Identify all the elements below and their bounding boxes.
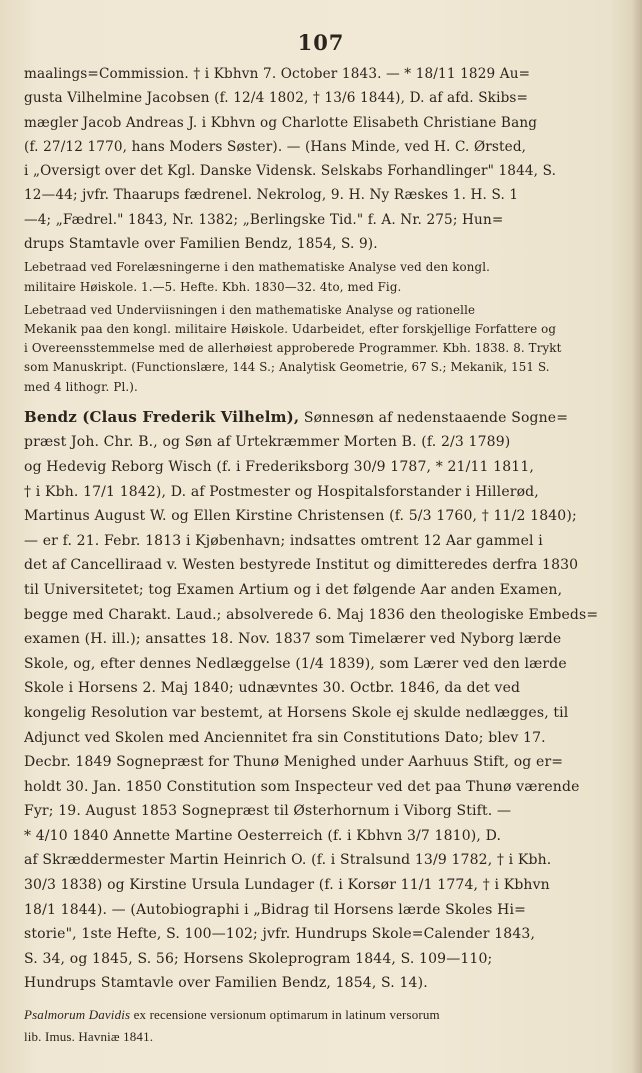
main-entry-block (24, 405, 616, 996)
text-line: — er f. 21. Febr. 1813 i Kjøbenhavn; indsattes omtrent 12 Aar gammel i (24, 532, 543, 549)
works-list-item (24, 258, 616, 296)
final-work-block (24, 1004, 616, 1048)
text-line: kongelig Resolution var bestemt, at Horsens Skole ej skulde nedlægges, til (24, 704, 569, 721)
text-line: * 4/10 1840 Annette Martine Oesterreich (f. i Kbhvn 3/7 1810), D. (24, 827, 502, 844)
text-line: Mekanik paa den kongl. militaire Høiskole. Udarbeidet, efter forskjellige Forfattere og (24, 321, 557, 336)
text-line: —4; „Fædrel." 1843, Nr. 1382; „Berlingske Tid." f. A. Nr. 275; Hun= (24, 211, 504, 228)
text-line: (f. 27/12 1770, hans Moders Søster). — (Hans Minde, ved H. C. Ørsted, (24, 138, 527, 155)
text-line: 30/3 1838) og Kirstine Ursula Lundager (f. i Korsør 11/1 1774, † i Kbhvn (24, 877, 550, 894)
text-line: Martinus August W. og Ellen Kirstine Christensen (f. 5/3 1760, † 11/2 1840); (24, 508, 577, 525)
text-line: 18/1 1844). — (Autobiographi i „Bidrag til Horsens lærde Skoles Hi= (24, 901, 526, 918)
previous-entry-block (24, 62, 616, 256)
work-title: Psalmorum Davidis (24, 1007, 131, 1023)
page-body (24, 62, 616, 1048)
page-edge-shadow (632, 0, 642, 1073)
text-line: af Skræddermester Martin Heinrich O. (f. i Stralsund 13/9 1782, † i Kbh. (24, 852, 552, 869)
text-line: 12—44; jvfr. Thaarups fædrenel. Nekrolog, 9. H. Ny Ræskes 1. H. S. 1 (24, 187, 519, 204)
text-line: Lebetraad ved Forelæsningerne i den mathematiske Analyse ved den kongl. (24, 260, 491, 275)
text-line: præst Joh. Chr. B., og Søn af Urtekræmmer Morten B. (f. 2/3 1789) (24, 434, 511, 451)
page-number: 107 (297, 30, 345, 55)
text-line: gusta Vilhelmine Jacobsen (f. 12/4 1802, † 13/6 1844), D. af afd. Skibs= (24, 90, 529, 107)
text-line: S. 34, og 1845, S. 56; Horsens Skoleprogram 1844, S. 109—110; (24, 950, 493, 967)
text-line: i „Oversigt over det Kgl. Danske Vidensk. Selskabs Forhandlinger" 1844, S. (24, 163, 557, 180)
text-line: det af Cancelliraad v. Westen bestyrede Institut og dimitteredes derfra 1830 (24, 557, 579, 574)
text-line: mægler Jacob Andreas J. i Kbhvn og Charlotte Elisabeth Christiane Bang (24, 114, 538, 131)
text-line: maalings=Commission. † i Kbhvn 7. October 1843. — * 18/11 1829 Au= (24, 66, 531, 82)
text-line: Skole i Horsens 2. Maj 1840; udnævntes 30. Octbr. 1846, da det ved (24, 680, 521, 697)
text-line: † i Kbh. 17/1 1842), D. af Postmester og Hospitalsforstander i Hillerød, (24, 483, 539, 500)
text-line: militaire Høiskole. 1.—5. Hefte. Kbh. 1830—32. 4to, med Fig. (24, 279, 402, 294)
entry-heading-line (24, 405, 616, 431)
final-work-line (24, 1004, 616, 1026)
work-title-rest: ex recensione versionum optimarum in latinum versorum (130, 1007, 440, 1023)
text-line: med 4 lithogr. Pl.). (24, 379, 138, 394)
text-line: i Overeensstemmelse med de allerhøiest approberede Programmer. Kbh. 1838. 8. Trykt (24, 341, 562, 356)
text-line: drups Stamtavle over Familien Bendz, 1854, S. 9). (24, 236, 378, 253)
text-line: Fyr; 19. August 1853 Sognepræst til Østerhornum i Viborg Stift. — (24, 803, 512, 820)
entry-heading: Bendz (Claus Frederik Vilhelm), (24, 407, 300, 426)
text-line: Decbr. 1849 Sognepræst for Thunø Menighed under Aarhuus Stift, og er= (24, 754, 564, 771)
text-line: storie", 1ste Hefte, S. 100—102; jvfr. Hundrups Skole=Calender 1843, (24, 926, 536, 943)
text-line: som Manuskript. (Functionslære, 144 S.; Analytisk Geometrie, 67 S.; Mekanik, 151 S. (24, 360, 550, 375)
text-line: til Universitetet; tog Examen Artium og i det følgende Aar anden Examen, (24, 581, 563, 598)
works-list-item (24, 301, 616, 397)
text-line: begge med Charakt. Laud.; absolverede 6. Maj 1836 den theologiske Embeds= (24, 606, 599, 623)
text-line: Adjunct ved Skolen med Anciennitet fra sin Constitutions Dato; blev 17. (24, 729, 546, 746)
text-line: Skole, og, efter dennes Nedlæggelse (1/4 1839), som Lærer ved den lærde (24, 655, 567, 672)
final-work-line-2: lib. Imus. Havniæ 1841. (24, 1029, 154, 1045)
text-line: og Hedevig Reborg Wisch (f. i Frederiksborg 30/9 1787, * 21/11 1811, (24, 458, 535, 475)
text-line: examen (H. ill.); ansattes 18. Nov. 1837 som Timelærer ved Nyborg lærde (24, 631, 562, 648)
text-line: Lebetraad ved Underviisningen i den mathematiske Analyse og rationelle (24, 302, 476, 317)
entry-heading-rest: Sønnesøn af nedenstaaende Sogne= (299, 409, 569, 426)
text-line: Hundrups Stamtavle over Familien Bendz, 1854, S. 14). (24, 975, 428, 992)
text-line: holdt 30. Jan. 1850 Constitution som Inspecteur ved det paa Thunø værende (24, 778, 580, 795)
